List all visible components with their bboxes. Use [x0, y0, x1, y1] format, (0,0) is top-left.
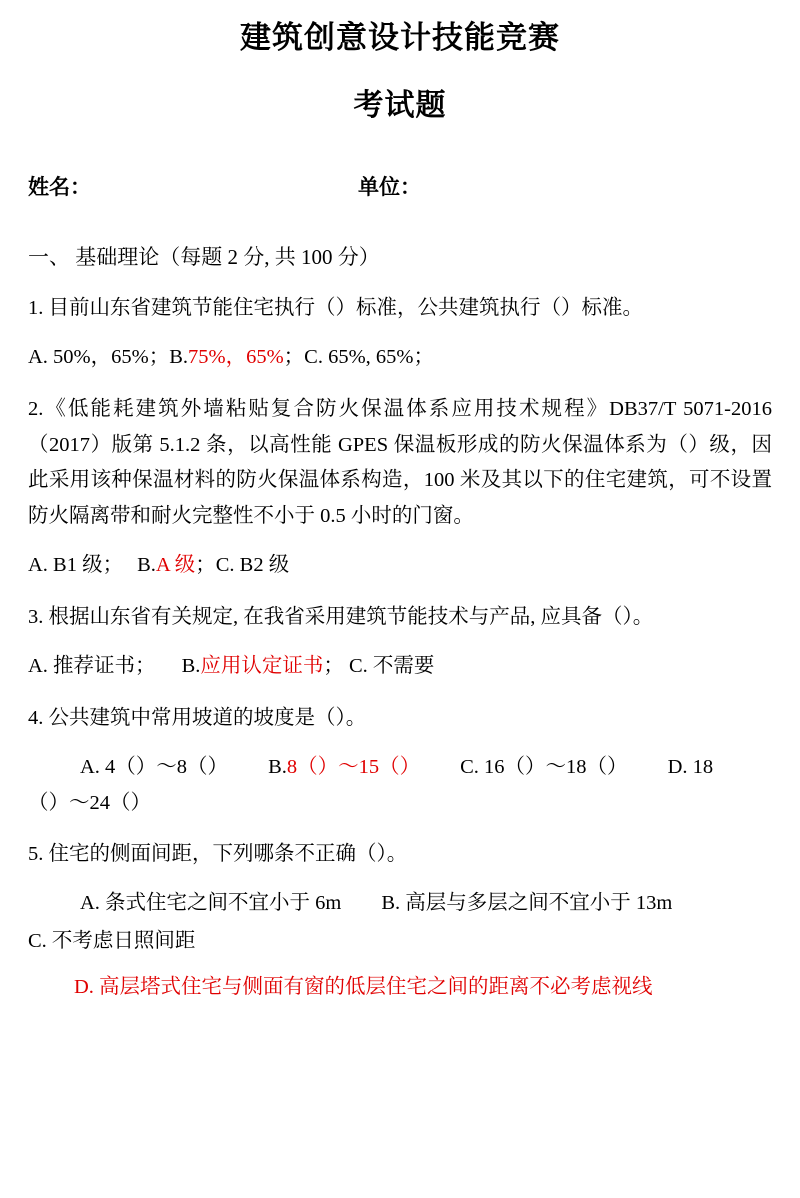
question-1-text: 1. 目前山东省建筑节能住宅执行（）标准，公共建筑执行（）标准。 [28, 296, 643, 319]
question-5-options-ab [28, 886, 772, 922]
page-title: 建筑创意设计技能竞赛 [240, 20, 560, 56]
name-field-label: 姓名： [28, 175, 91, 200]
question-4-option-b-answer: 8（）～15（） [286, 755, 421, 778]
section-heading: 一、 基础理论（每题 2 分, 共 100 分） [28, 245, 380, 270]
question-1-options [28, 340, 772, 376]
question-4-option-d-continued: （）～24（） [28, 791, 151, 814]
question-5-text: 5. 住宅的侧面间距，下列哪条不正确（）。 [28, 843, 408, 866]
question-3-option-c: ； C. 不需要 [323, 654, 435, 677]
question-4-option-c: C. 16（）～18（） [460, 755, 628, 778]
question-3-option-b-answer: 应用认定证书 [200, 654, 324, 677]
question-5-option-d-answer: D. 高层塔式住宅与侧面有窗的低层住宅之间的距离不必考虑视线 [74, 976, 653, 999]
question-1-option-c: ；C. 65%, 65%； [283, 345, 434, 368]
question-2-option-a: A. B1 级； [28, 554, 124, 577]
question-5-option-c: C. 不考虑日照间距 [28, 930, 196, 953]
question-3-options [28, 649, 772, 685]
question-2-option-b-answer: A 级 [155, 554, 196, 577]
question-2-options [28, 548, 772, 584]
page-subtitle: 考试题 [353, 88, 447, 124]
question-1-option-a: A. 50%，65%；B. [28, 345, 189, 368]
question-2-text: 2.《低能耗建筑外墙粘贴复合防火保温体系应用技术规程》DB37/T 5071-2016（2017）版第 5.1.2 条，以高性能 GPES 保温板形成的防火保温体系为（）级，因此采用该种保温材料的防火保温体系构造，100 米及其以下的住宅建筑，可不设置防火隔离带和耐火完整性不小于 0.5 小时的门窗。 [28, 397, 772, 528]
identity-fields-row [28, 171, 772, 201]
question-3-option-b-prefix: B. [181, 654, 201, 677]
question-5-option-a: A. 条式住宅之间不宜小于 6m [80, 892, 342, 915]
question-4-text: 4. 公共建筑中常用坡道的坡度是（）。 [28, 706, 367, 729]
question-2-option-b-prefix: B. [137, 554, 156, 577]
question-2-option-c: ；C. B2 级 [195, 554, 290, 577]
question-1-option-b-answer: 75%，65% [188, 345, 284, 368]
question-4-option-b-prefix: B. [268, 755, 287, 778]
question-3-text: 3. 根据山东省有关规定, 在我省采用建筑节能技术与产品, 应具备（）。 [28, 606, 654, 629]
question-5-option-b: B. 高层与多层之间不宜小于 13m [381, 892, 673, 915]
unit-field-label: 单位： [358, 175, 421, 200]
question-4-option-a: A. 4（）～8（） [80, 755, 229, 778]
question-4-option-d: D. 18 [667, 755, 714, 778]
question-3-option-a: A. 推荐证书； [28, 654, 156, 677]
question-4-options [28, 750, 772, 786]
